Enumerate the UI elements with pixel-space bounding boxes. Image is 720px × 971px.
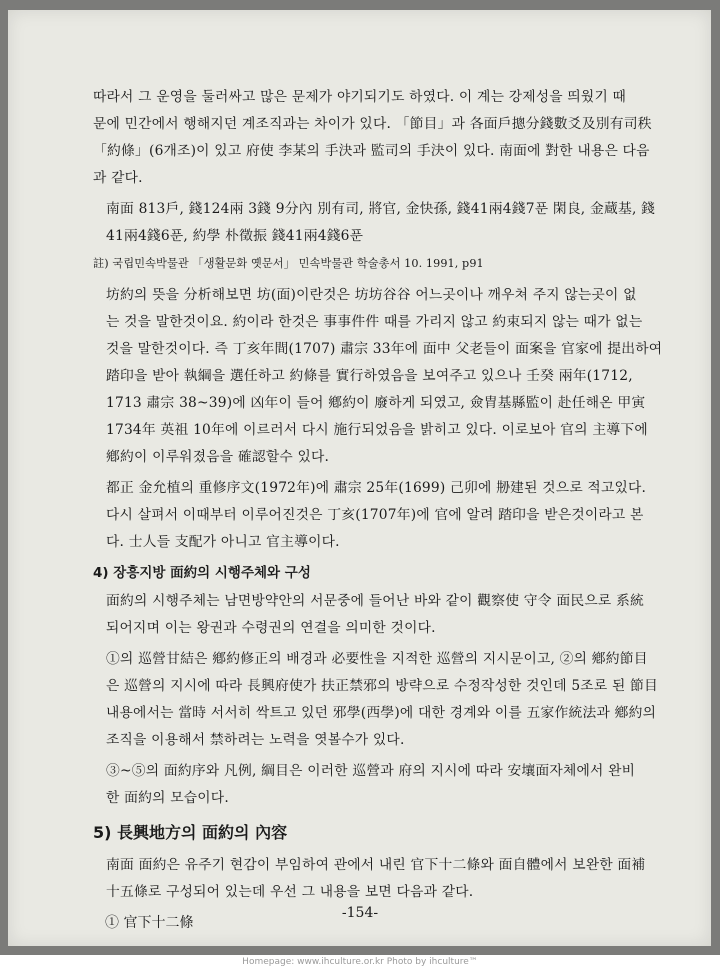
text-line: 은 巡營의 지시에 따라 長興府使가 扶正禁邪의 방략으로 수정작성한 것인데 5조로 된 節目 — [106, 678, 659, 694]
text-line: 鄕約이 이루워졌음을 確認할수 있다. — [106, 449, 330, 465]
text-line: 都正 金允植의 重修序文(1972年)에 肅宗 25年(1699) 己卯에 刱建된 것으로 적고있다. — [106, 480, 647, 496]
paragraph-1 — [93, 84, 668, 192]
text-line: 한 面約의 모습이다. — [106, 790, 229, 806]
paragraph-4 — [93, 475, 668, 556]
text-line: 조직을 이용해서 禁하려는 노력을 엿볼수가 있다. — [106, 732, 405, 748]
paragraph-5 — [93, 588, 668, 642]
paragraph-3 — [93, 282, 668, 471]
photo-credit-footer: Homepage: www.ihculture.or.kr Photo by ihculture™ — [242, 957, 478, 967]
text-line: 1734年 英祖 10年에 이르러서 다시 施行되었음을 밝히고 있다. 이로보아 官의 主導下에 — [106, 422, 648, 438]
text-line: 1713 肅宗 38~39)에 凶年이 들어 鄕約이 廢하게 되였고, 僉胄基縣監이 赴任해온 甲寅 — [106, 395, 646, 411]
text-line: 내용에서는 當時 서서히 싹트고 있던 邪學(西學)에 대한 경계와 이를 五家作統法과 鄕約의 — [106, 705, 657, 721]
text-line: 十五條로 구성되어 있는데 우선 그 내용을 보면 다음과 같다. — [106, 884, 474, 900]
text-line: 41兩4錢6푼, 約學 朴徵振 錢41兩4錢6푼 — [106, 228, 364, 244]
text-line: 다시 살펴서 이때부터 이루어진것은 丁亥(1707年)에 官에 알려 踏印을 받은것이라고 본 — [106, 507, 644, 523]
text-line: 것을 말한것이다. 즉 丁亥年間(1707) 肅宗 33年에 面中 父老들이 面案을 官家에 提出하여 — [106, 341, 663, 357]
text-line: 坊約의 뜻을 分析해보면 坊(面)이란것은 坊坊谷谷 어느곳이나 깨우쳐 주지 않는곳이 없 — [106, 287, 637, 303]
text-line: 南面 813戶, 錢124兩 3錢 9分內 別有司, 將官, 金快孫, 錢41兩4錢7푼 閑良, 金蔵基, 錢 — [106, 201, 656, 217]
paragraph-2 — [93, 196, 668, 250]
text-line: 문에 민간에서 행해지던 계조직과는 차이가 있다. 「節目」과 各面戶摠分錢數爻及別有司秩 — [93, 116, 652, 132]
text-line: 南面 面約은 유주기 현감이 부임하여 관에서 내린 官下十二條와 面自體에서 보완한 面補 — [106, 857, 646, 873]
paragraph-8 — [93, 852, 668, 906]
page-content — [93, 84, 668, 937]
text-line: 다. 士人들 支配가 아니고 官主導이다. — [106, 534, 340, 550]
section-heading-5: 5) 長興地方의 面約의 內容 — [93, 823, 288, 842]
section-heading-4: 4) 장흥지방 面約의 시행주체와 구성 — [93, 565, 311, 581]
text-line: 「約條」(6개조)이 있고 府使 李某의 手決과 監司의 手決이 있다. 南面에 對한 내용은 다음 — [93, 143, 650, 159]
text-line: ③~⑤의 面約序와 凡例, 綱目은 이러한 巡營과 府의 지시에 따라 安壤面자체에서 완비 — [106, 763, 636, 779]
text-line: 따라서 그 운영을 둘러싸고 많은 문제가 야기되기도 하였다. 이 계는 강제성을 띄웠기 때 — [93, 89, 627, 105]
text-line: 面約의 시행주체는 남면방약안의 서문중에 들어난 바와 같이 觀察使 守令 面民으로 系統 — [106, 593, 645, 609]
footnote: 註) 국립민속박물관 「생활문화 옛문서」 민속박물관 학술총서 10. 1991, p91 — [93, 257, 484, 270]
text-line: 과 같다. — [93, 170, 143, 186]
list-item-heading: ① 官下十二條 — [105, 915, 194, 931]
text-line: 되어지며 이는 왕권과 수령권의 연결을 의미한 것이다. — [106, 620, 436, 636]
paragraph-7 — [93, 758, 668, 812]
text-line: 踏印을 받아 執綱을 選任하고 約條를 實行하였음을 보여주고 있으나 壬癸 兩年(1712, — [106, 368, 633, 384]
page-number: -154- — [341, 905, 379, 921]
text-line: 는 것을 말한것이요. 約이라 한것은 事事件件 때를 가리지 않고 約束되지 않는 때가 없는 — [106, 314, 643, 330]
paragraph-6 — [93, 646, 668, 754]
text-line: ①의 巡營甘結은 鄕約修正의 배경과 必要性을 지적한 巡營의 지시문이고, ②의 鄕約節目 — [106, 651, 648, 667]
